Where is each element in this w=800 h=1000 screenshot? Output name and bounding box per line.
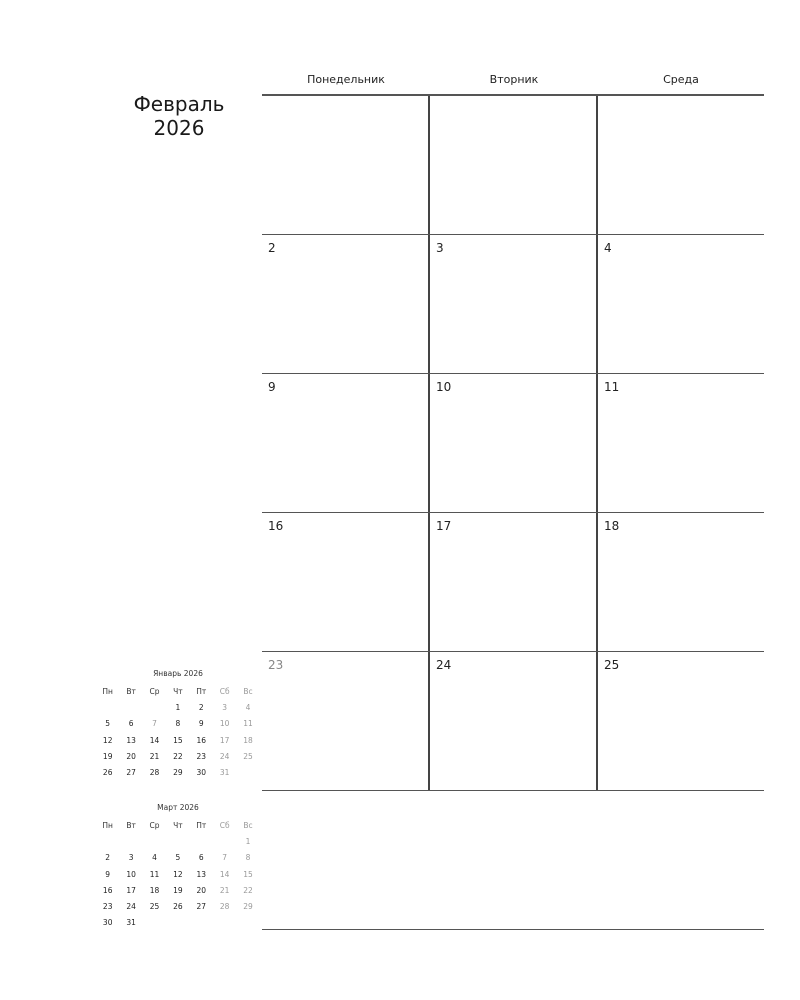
- day-number: 3: [436, 241, 444, 255]
- mini-day[interactable]: 11: [243, 719, 253, 729]
- mini-day[interactable]: 22: [173, 751, 183, 761]
- mini-day[interactable]: 15: [243, 869, 253, 879]
- week-row: [262, 652, 764, 791]
- calendar-grid: [262, 66, 764, 930]
- week-row: [262, 235, 764, 374]
- mini-day[interactable]: 1: [245, 837, 251, 847]
- mini-weekday-label: Вт: [126, 821, 136, 830]
- day-cell[interactable]: [262, 96, 430, 234]
- mini-day[interactable]: 30: [196, 767, 207, 777]
- mini-day: [143, 834, 166, 850]
- mini-day[interactable]: 9: [198, 719, 204, 729]
- mini-day: [190, 915, 213, 931]
- day-number: 2: [268, 241, 276, 255]
- mini-weekday-label: Чт: [173, 687, 183, 696]
- mini-weekday-label: Чт: [173, 821, 183, 830]
- mini-day[interactable]: 7: [222, 853, 228, 863]
- mini-weekday-label: Сб: [219, 687, 230, 696]
- mini-weekday-label: Ср: [149, 821, 160, 830]
- mini-day[interactable]: 3: [128, 853, 134, 863]
- mini-calendar-title: Март 2026: [157, 803, 199, 812]
- day-cell[interactable]: [262, 374, 430, 512]
- mini-day: [166, 915, 189, 931]
- mini-day[interactable]: 11: [149, 869, 160, 879]
- mini-day[interactable]: 24: [219, 751, 230, 761]
- day-cell[interactable]: [598, 652, 764, 790]
- day-number: 4: [604, 241, 612, 255]
- mini-day[interactable]: 28: [219, 901, 230, 911]
- mini-day[interactable]: 12: [173, 869, 183, 879]
- day-number: 9: [268, 380, 276, 394]
- mini-day[interactable]: 31: [126, 918, 136, 928]
- mini-day[interactable]: 19: [102, 751, 113, 761]
- mini-day[interactable]: 5: [175, 853, 181, 863]
- mini-day[interactable]: 10: [126, 869, 136, 879]
- weekday-header-wednesday: Среда: [663, 73, 699, 86]
- mini-day[interactable]: 17: [126, 885, 136, 895]
- day-cell[interactable]: [262, 235, 430, 373]
- mini-day[interactable]: 12: [102, 735, 113, 745]
- day-number: 11: [604, 380, 620, 394]
- mini-day[interactable]: 14: [219, 869, 230, 879]
- mini-day[interactable]: 29: [173, 767, 183, 777]
- mini-day[interactable]: 8: [245, 853, 251, 863]
- day-cell[interactable]: [598, 96, 764, 234]
- mini-day[interactable]: 4: [152, 853, 157, 863]
- month-title: [100, 92, 258, 140]
- weekday-header-tuesday: Вторник: [489, 73, 539, 86]
- mini-weekday-label: Сб: [219, 821, 230, 830]
- mini-day[interactable]: 22: [243, 885, 253, 895]
- mini-day: [166, 834, 189, 850]
- week-row: [262, 513, 764, 652]
- week-row-trailing: [262, 791, 764, 930]
- mini-day[interactable]: 21: [219, 885, 230, 895]
- mini-day[interactable]: 9: [105, 869, 111, 879]
- mini-weekday-label: Пт: [196, 687, 207, 696]
- mini-day[interactable]: 25: [243, 751, 253, 761]
- mini-calendar-january: [96, 668, 260, 781]
- mini-day[interactable]: 16: [102, 885, 113, 895]
- mini-day[interactable]: 21: [149, 751, 160, 761]
- mini-day[interactable]: 10: [219, 719, 230, 729]
- mini-day[interactable]: 13: [126, 735, 136, 745]
- mini-day[interactable]: 14: [149, 735, 160, 745]
- mini-day[interactable]: 23: [196, 751, 207, 761]
- mini-day[interactable]: 27: [196, 901, 207, 911]
- day-cell[interactable]: [262, 513, 430, 651]
- mini-day[interactable]: 20: [196, 885, 207, 895]
- mini-weekday-label: Пн: [102, 687, 113, 696]
- day-cell[interactable]: [430, 96, 598, 234]
- mini-day: [96, 834, 119, 850]
- mini-calendar-grid: [96, 684, 260, 781]
- mini-day[interactable]: 18: [243, 735, 253, 745]
- week-row: [262, 96, 764, 235]
- month-year: 2026: [153, 116, 205, 140]
- mini-day[interactable]: 30: [102, 918, 113, 928]
- mini-day[interactable]: 29: [243, 901, 253, 911]
- mini-weekday-label: Вс: [243, 687, 253, 696]
- day-number: 23: [268, 658, 284, 672]
- mini-day[interactable]: 2: [198, 703, 204, 713]
- mini-day: [236, 915, 259, 931]
- mini-weekday-label: Ср: [149, 687, 160, 696]
- mini-day: [119, 834, 142, 850]
- mini-day: [213, 834, 236, 850]
- day-cell-empty: [430, 791, 598, 929]
- day-cell[interactable]: [430, 513, 598, 651]
- day-cell[interactable]: [430, 235, 598, 373]
- mini-day[interactable]: 6: [128, 719, 134, 729]
- mini-day[interactable]: 3: [222, 703, 228, 713]
- mini-day[interactable]: 13: [196, 869, 207, 879]
- day-number: 24: [436, 658, 452, 672]
- mini-day[interactable]: 28: [149, 767, 160, 777]
- mini-day[interactable]: 17: [219, 735, 230, 745]
- day-number: 10: [436, 380, 452, 394]
- day-cell-empty: [262, 791, 430, 929]
- day-cell[interactable]: [598, 235, 764, 373]
- day-cell-empty: [598, 791, 764, 929]
- mini-day: [96, 700, 119, 716]
- mini-day[interactable]: 5: [105, 719, 111, 729]
- mini-day[interactable]: 18: [149, 885, 160, 895]
- day-number: 25: [604, 658, 620, 672]
- month-name: Февраль: [133, 92, 225, 116]
- mini-day[interactable]: 25: [149, 901, 160, 911]
- mini-day: [236, 765, 259, 781]
- mini-day[interactable]: 27: [126, 767, 136, 777]
- day-number: 18: [604, 519, 620, 533]
- mini-day[interactable]: 31: [219, 767, 230, 777]
- day-cell[interactable]: [262, 652, 430, 790]
- day-cell[interactable]: [430, 374, 598, 512]
- mini-day[interactable]: 26: [173, 901, 183, 911]
- weekday-header-monday: Понедельник: [307, 73, 385, 86]
- day-cell[interactable]: [598, 374, 764, 512]
- day-number: 16: [268, 519, 284, 533]
- mini-day[interactable]: 24: [126, 901, 136, 911]
- mini-calendar-title: Январь 2026: [153, 669, 203, 678]
- mini-day: [119, 700, 142, 716]
- mini-day[interactable]: 23: [102, 901, 113, 911]
- mini-day[interactable]: 4: [245, 703, 251, 713]
- mini-weekday-label: Вс: [243, 821, 253, 830]
- mini-day[interactable]: 15: [173, 735, 183, 745]
- mini-calendar-grid: [96, 818, 260, 931]
- mini-calendar-march: [96, 802, 260, 931]
- day-cell[interactable]: [598, 513, 764, 651]
- mini-weekday-label: Вт: [126, 687, 136, 696]
- day-number: 17: [436, 519, 452, 533]
- weekday-header-row: [262, 66, 764, 96]
- day-cell[interactable]: [430, 652, 598, 790]
- week-row: [262, 374, 764, 513]
- mini-day[interactable]: 19: [173, 885, 183, 895]
- mini-day[interactable]: 1: [175, 703, 181, 713]
- mini-day[interactable]: 8: [175, 719, 181, 729]
- mini-day[interactable]: 16: [196, 735, 207, 745]
- mini-day: [143, 700, 166, 716]
- mini-weekday-label: Пт: [196, 821, 207, 830]
- mini-weekday-label: Пн: [102, 821, 113, 830]
- mini-day[interactable]: 20: [126, 751, 136, 761]
- mini-day: [190, 834, 213, 850]
- mini-day: [213, 915, 236, 931]
- weeks-container: [262, 96, 764, 791]
- mini-day[interactable]: 7: [152, 719, 157, 729]
- mini-day[interactable]: 26: [102, 767, 113, 777]
- mini-day[interactable]: 2: [105, 853, 111, 863]
- mini-day: [143, 915, 166, 931]
- mini-day[interactable]: 6: [198, 853, 204, 863]
